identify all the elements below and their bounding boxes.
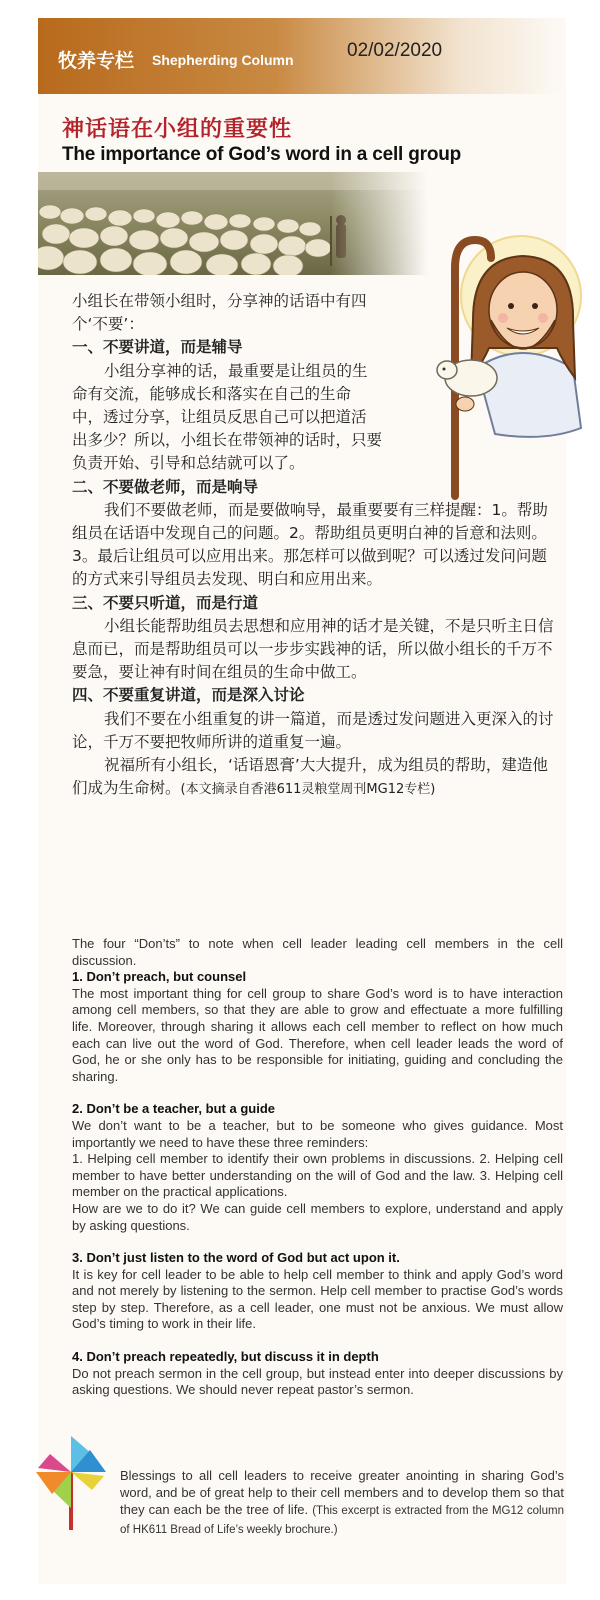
section-1-line-1: 小组分享神的话，最重要是让组员的生 xyxy=(104,361,368,380)
issue-date: 02/02/2020 xyxy=(347,40,443,61)
section-1-line-2: 命有交流，能够成长和落实在自己的生命 xyxy=(72,384,352,403)
article-body-zh xyxy=(72,290,560,801)
section-4-body-zh: 我们不要在小组重复的讲一篇道，而是透过发问题进入更深入的讨论，千万不要把牧师所讲的道重复一遍。 xyxy=(72,709,554,751)
intro-line-1: 小组长在带领小组时，分享神的话语中有四 xyxy=(72,292,367,310)
section-4-body-en: Do not preach sermon in the cell group, but instead enter into deeper discussions by asking questions. We should never repeat pastor’s sermon. xyxy=(72,1365,563,1398)
section-2-body-en-3: How are we to do it? We can guide cell members to explore, understand and apply by asking questions. xyxy=(72,1200,563,1233)
section-1-line-3: 中，透过分享，让组员反思自己可以把道活 xyxy=(72,408,367,427)
article-title-en: The importance of God’s word in a cell group xyxy=(62,144,462,165)
column-name-en: Shepherding Column xyxy=(152,52,294,68)
section-3-heading-zh: 三、不要只听道，而是行道 xyxy=(72,593,259,612)
blessing-text-en: Blessings to all cell leaders to receive greater anointing in sharing God’s word, and be of great help to their cell members and to develop them so that they can each be the tree of life. xyxy=(120,1468,564,1517)
pinwheel-logo xyxy=(34,1432,108,1532)
source-note-zh: (本文摘录自香港611灵粮堂周刊MG12专栏) xyxy=(180,782,436,798)
section-1-heading-en: 1. Don’t preach, but counsel xyxy=(72,969,247,985)
column-name-zh: 牧养专栏 xyxy=(58,50,135,72)
intro-line-2: 个‘不要’： xyxy=(72,315,144,334)
section-1-line-5: 负责开始、引导和总结就可以了。 xyxy=(72,454,305,473)
article-title-zh: 神话语在小组的重要性 xyxy=(62,117,293,142)
blessing-zh xyxy=(72,754,560,801)
article-body-en xyxy=(72,936,563,1399)
section-3-body-zh: 小组长能帮助组员去思想和应用神的话才是关键，不是只听主日信息而已，而是帮助组员可以一步步实践神的话，所以做小组长的千万不要急，要让神有时间在组员的生命中做工。 xyxy=(72,616,554,682)
section-1-heading-zh: 一、不要讲道，而是辅导 xyxy=(72,338,243,357)
source-note-en: (This excerpt is extracted from the MG12 column of HK611 Bread of Life’s weekly brochure.) xyxy=(120,1505,564,1536)
section-2-body-en-1: We don’t want to be a teacher, but to be someone who gives guidance. Most importantly we need to have these three reminders: xyxy=(72,1117,563,1150)
section-4-heading-en: 4. Don’t preach repeatedly, but discuss it in depth xyxy=(72,1349,379,1365)
sheep-flock-photo xyxy=(38,172,428,275)
section-1-body-en: The most important thing for cell group to share God’s word is to have interaction among cell members, so that they are able to grow and effectuate a more fulfilling life. Moreover, through sharing it allows each cell member to reflect on how much each can live out the word of God. Therefore, when cell leader leads the word of God, he or she only has to be responsible for initiating, guiding and concluding the sharing. xyxy=(72,985,563,1084)
section-2-body-zh: 我们不要做老师，而是要做响导，最重要要有三样提醒：1。帮助组员在话语中发现自己的问题。2。帮助组员更明白神的旨意和法则。3。最后让组员可以应用出来。那怎样可以做到呢？可以透过发问问题的方式来引导组员去发现、明白和应用出来。 xyxy=(72,500,548,589)
section-2-heading-en: 2. Don’t be a teacher, but a guide xyxy=(72,1101,275,1117)
blessing-en xyxy=(120,1467,564,1539)
blessing-text-zh: 祝福所有小组长，‘话语恩膏’大大提升，成为组员的帮助，建造他们成为生命树。 xyxy=(72,756,548,798)
section-4-heading-zh: 四、不要重复讲道，而是深入讨论 xyxy=(72,686,305,705)
intro-en: The four “Don’ts” to note when cell leader leading cell members in the cell discussion. xyxy=(72,936,563,968)
section-2-heading-zh: 二、不要做老师，而是响导 xyxy=(72,477,259,496)
section-3-heading-en: 3. Don’t just listen to the word of God but act upon it. xyxy=(72,1250,400,1266)
section-2-body-en-2: 1. Helping cell member to identify their own problems in discussions. 2. Helping cell member to have better understanding on the will of God and the law. 3. Helping cell member on the practical applications. xyxy=(72,1151,563,1200)
section-1-line-4: 出多少？所以，小组长在带领神的话时，只要 xyxy=(72,431,383,450)
section-3-body-en: It is key for cell leader to be able to help cell member to think and apply God’s word and not merely by listening to the sermon. Help cell member to practise God’s words step by step. Therefore, as a cell leader, one must not be anxious. We must allow God’s timing to work in their life. xyxy=(72,1266,563,1332)
